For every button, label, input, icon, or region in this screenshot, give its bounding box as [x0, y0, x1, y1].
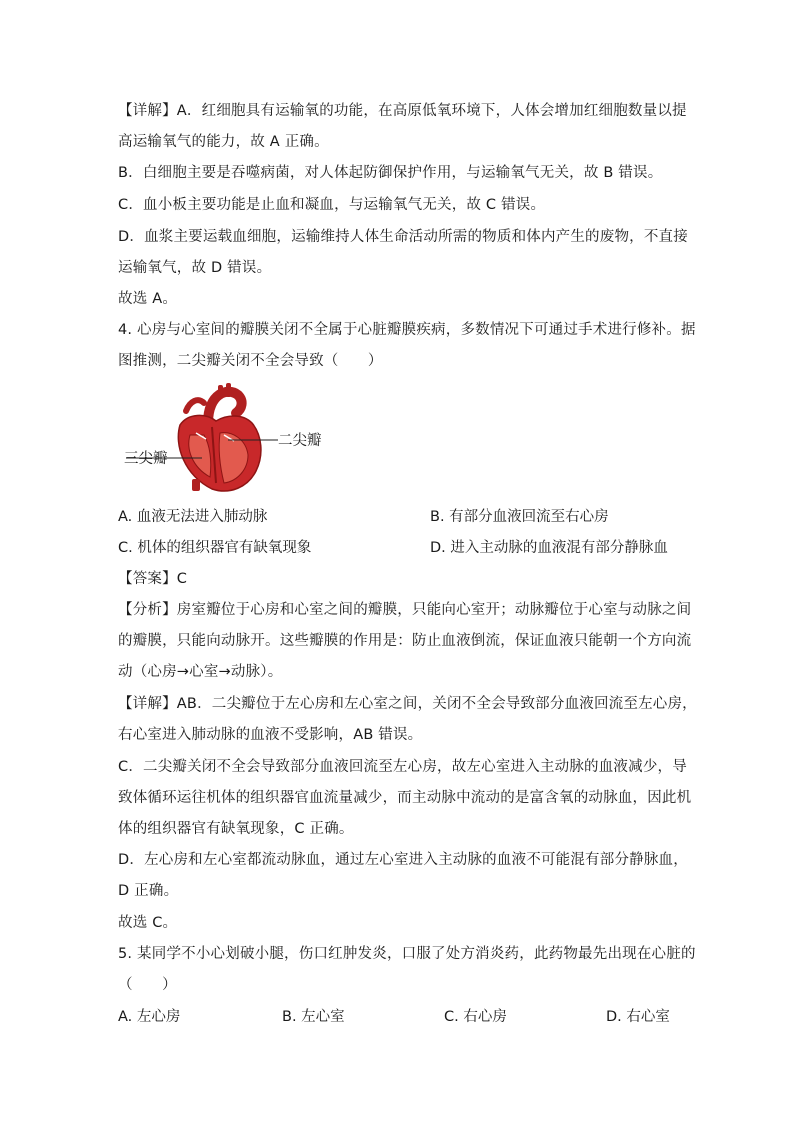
figure-label-mitral: 二尖瓣 — [278, 433, 322, 449]
q4-option-a: A. 血液无法进入肺动脉 — [118, 509, 268, 525]
explain-q3-line6: 运输氧气，故 D 错误。 — [118, 260, 272, 276]
q4-analysis-line3: 动（心房→心室→动脉）。 — [118, 664, 283, 680]
q4-stem-line1: 4. 心房与心室间的瓣膜关闭不全属于心脏瓣膜疾病，多数情况下可通过手术进行修补。据 — [118, 322, 696, 338]
explain-q3-line1: 【详解】A．红细胞具有运输氧的功能，在高原低氧环境下，人体会增加红细胞数量以提 — [118, 103, 687, 119]
q4-option-c: C. 机体的组织器官有缺氧现象 — [118, 540, 312, 556]
q5-option-b: B. 左心室 — [282, 1009, 345, 1025]
q4-detail-line4: 致体循环运往机体的组织器官血流量减少，而主动脉中流动的是富含氧的动脉血，因此机 — [118, 790, 692, 806]
q5-option-d: D. 右心室 — [606, 1009, 670, 1025]
q4-option-b: B. 有部分血液回流至右心房 — [430, 509, 609, 525]
q4-answer: 【答案】C — [118, 571, 188, 587]
q4-conclusion: 故选 C。 — [118, 915, 178, 931]
q5-stem-line2: （ ） — [118, 977, 177, 993]
explain-q3-line3: B．白细胞主要是吞噬病菌，对人体起防御保护作用，与运输氧气无关，故 B 错误。 — [118, 165, 663, 181]
q4-detail-line5: 体的组织器官有缺氧现象，C 正确。 — [118, 821, 354, 837]
explain-q3-conclusion: 故选 A。 — [118, 291, 178, 307]
q5-stem-line1: 5. 某同学不小心划破小腿，伤口红肿发炎，口服了处方消炎药，此药物最先出现在心脏的 — [118, 946, 696, 962]
q4-detail-line1: 【详解】AB．二尖瓣位于左心房和左心室之间，关闭不全会导致部分血液回流至左心房， — [118, 696, 697, 712]
q4-option-d: D. 进入主动脉的血液混有部分静脉血 — [430, 540, 668, 556]
q4-analysis-line2: 的瓣膜，只能向动脉开。这些瓣膜的作用是：防止血液倒流，保证血液只能朝一个方向流 — [118, 633, 692, 649]
explain-q3-line5: D．血浆主要运载血细胞，运输维持人体生命活动所需的物质和体内产生的废物，不直接 — [118, 229, 688, 245]
q4-detail-line6: D．左心房和左心室都流动脉血，通过左心室进入主动脉的血液不可能混有部分静脉血， — [118, 852, 688, 868]
q4-analysis-line1: 【分析】房室瓣位于心房和心室之间的瓣膜，只能向心室开；动脉瓣位于心室与动脉之间 — [118, 602, 692, 618]
explain-q3-line4: C．血小板主要功能是止血和凝血，与运输氧气无关，故 C 错误。 — [118, 197, 546, 213]
q4-stem-line2: 图推测，二尖瓣关闭不全会导致（ ） — [118, 353, 383, 369]
figure-label-tricuspid: 三尖瓣 — [124, 451, 168, 467]
q5-option-a: A. 左心房 — [118, 1009, 181, 1025]
q4-detail-line7: D 正确。 — [118, 883, 179, 899]
explain-q3-line2: 高运输氧气的能力，故 A 正确。 — [118, 134, 329, 150]
heart-diagram — [120, 383, 340, 495]
q4-detail-line3: C．二尖瓣关闭不全会导致部分血液回流至左心房，故左心室进入主动脉的血液减少，导 — [118, 759, 687, 775]
q5-option-c: C. 右心房 — [444, 1009, 507, 1025]
q4-detail-line2: 右心室进入肺动脉的血液不受影响，AB 错误。 — [118, 727, 423, 743]
